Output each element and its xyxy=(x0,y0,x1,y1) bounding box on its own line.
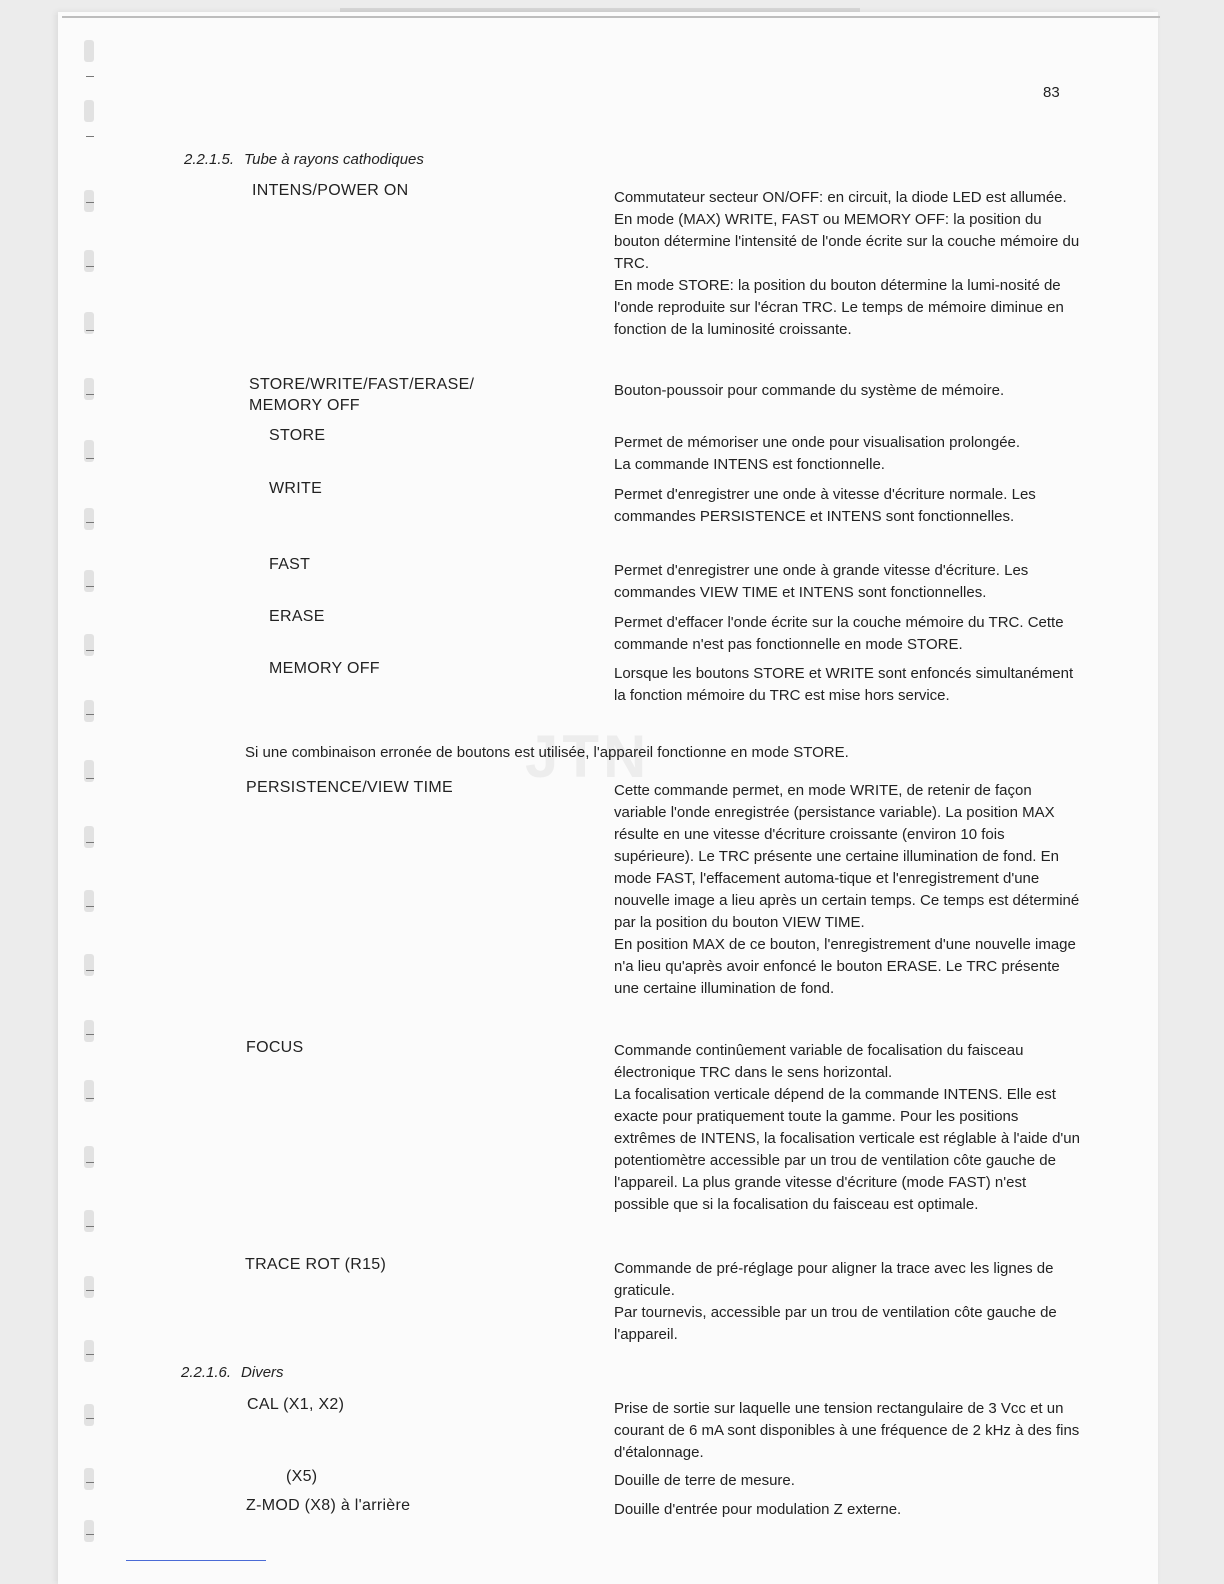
control-description xyxy=(614,187,1084,341)
control-label: STORE xyxy=(269,427,326,444)
control-label: TRACE ROT (R15) xyxy=(245,1256,387,1273)
description-line: En position MAX de ce bouton, l'enregistrement d'une nouvelle image n'a lieu qu'après avoir enfoncé le bouton ERASE. Le TRC présente une certaine illumination de fond. xyxy=(614,936,1076,997)
description-line: Permet d'effacer l'onde écrite sur la couche mémoire du TRC. Cette commande n'est pas fonctionnelle en mode STORE. xyxy=(614,614,1064,653)
description-line: Permet d'enregistrer une onde à vitesse d'écriture normale. Les commandes PERSISTENCE et INTENS sont fonctionnelles. xyxy=(614,486,1036,525)
description-line: La focalisation verticale dépend de la commande INTENS. Elle est exacte pour pratiquement toute la gamme. Pour les positions extrêmes de INTENS, la focalisation verticale est réglable à l'aide d'un potentiomètre accessible par un trou de ventilation côte gauche de l'appareil. La plus grande vitesse d'écriture (mode FAST) n'est possible que si la focalisation du faisceau est optimale. xyxy=(614,1086,1080,1213)
section-number: 2.2.1.5. xyxy=(184,151,235,168)
control-label: STORE/WRITE/FAST/ERASE/ xyxy=(249,376,475,393)
control-description xyxy=(614,484,1084,528)
control-label: PERSISTENCE/VIEW TIME xyxy=(246,779,453,796)
description-line: Douille d'entrée pour modulation Z externe. xyxy=(614,1501,902,1518)
control-label: FOCUS xyxy=(246,1039,304,1056)
description-line: Permet d'enregistrer une onde à grande vitesse d'écriture. Les commandes VIEW TIME et INTENS sont fonctionnelles. xyxy=(614,562,1029,601)
top-rule xyxy=(62,16,1160,18)
description-line: Prise de sortie sur laquelle une tension rectangulaire de 3 Vcc et un courant de 6 mA sont disponibles à une fréquence de 2 kHz à des fins d'étalonnage. xyxy=(614,1400,1080,1461)
section-heading xyxy=(181,1364,284,1381)
section-title: Divers xyxy=(241,1364,284,1381)
control-description xyxy=(614,1398,1084,1464)
control-description xyxy=(614,560,1084,604)
description-line: Par tournevis, accessible par un trou de ventilation côte gauche de l'appareil. xyxy=(614,1304,1057,1343)
section-heading xyxy=(184,151,424,168)
control-description xyxy=(614,1040,1084,1216)
description-line: Permet de mémoriser une onde pour visualisation prolongée. xyxy=(614,434,1021,451)
control-label: MEMORY OFF xyxy=(269,660,380,677)
footnote-rule xyxy=(126,1560,266,1561)
control-description xyxy=(614,432,1084,476)
description-line: La commande INTENS est fonctionnelle. xyxy=(614,456,885,473)
description-line: Commande continûement variable de focalisation du faisceau électronique TRC dans le sens horizontal. xyxy=(614,1042,1024,1081)
page-number: 83 xyxy=(1043,84,1060,101)
control-label: INTENS/POWER ON xyxy=(252,182,409,199)
control-description xyxy=(614,1258,1084,1346)
description-line: Douille de terre de mesure. xyxy=(614,1472,795,1489)
note-text: Si une combinaison erronée de boutons est utilisée, l'appareil fonctionne en mode STORE. xyxy=(245,744,849,761)
control-label: ERASE xyxy=(269,608,325,625)
description-line: Bouton-poussoir pour commande du système de mémoire. xyxy=(614,382,1005,399)
control-description xyxy=(614,1499,1084,1521)
description-line: Cette commande permet, en mode WRITE, de retenir de façon variable l'onde enregistrée (persistance variable). La position MAX résulte en une vitesse d'écriture croissante (environ 10 fois supérieure). Le TRC présente une certaine illumination de fond. En mode FAST, l'effacement automa-tique et l'enregistrement d'une nouvelle image a lieu après un certain temps. Ce temps est déterminé par la position du bouton VIEW TIME. xyxy=(614,782,1080,931)
control-description xyxy=(614,1470,1084,1492)
description-line: Commande de pré-réglage pour aligner la trace avec les lignes de graticule. xyxy=(614,1260,1054,1299)
binding-marks xyxy=(76,40,106,1550)
control-description xyxy=(614,780,1084,1000)
description-line: En mode STORE: la position du bouton détermine la lumi-nosité de l'onde reproduite sur l'écran TRC. Le temps de mémoire diminue en fonction de la luminosité croissante. xyxy=(614,277,1064,338)
control-label: CAL (X1, X2) xyxy=(247,1396,345,1413)
section-number: 2.2.1.6. xyxy=(181,1364,232,1381)
control-label-continued: MEMORY OFF xyxy=(249,397,360,414)
section-title: Tube à rayons cathodiques xyxy=(244,151,424,168)
control-description xyxy=(614,612,1084,656)
control-label: Z-MOD (X8) à l'arrière xyxy=(246,1497,411,1514)
control-label: FAST xyxy=(269,556,311,573)
control-label: WRITE xyxy=(269,480,323,497)
control-description xyxy=(614,380,1084,402)
description-line: En mode (MAX) WRITE, FAST ou MEMORY OFF: la position du bouton détermine l'intensité de l'onde écrite sur la couche mémoire du TRC. xyxy=(614,211,1080,272)
watermark: JTN xyxy=(525,723,651,790)
description-line: Lorsque les boutons STORE et WRITE sont enfoncés simultanément la fonction mémoire du TRC est mise hors service. xyxy=(614,665,1074,704)
control-description xyxy=(614,663,1084,707)
control-label: (X5) xyxy=(286,1468,318,1485)
description-line: Commutateur secteur ON/OFF: en circuit, la diode LED est allumée. xyxy=(614,189,1067,206)
